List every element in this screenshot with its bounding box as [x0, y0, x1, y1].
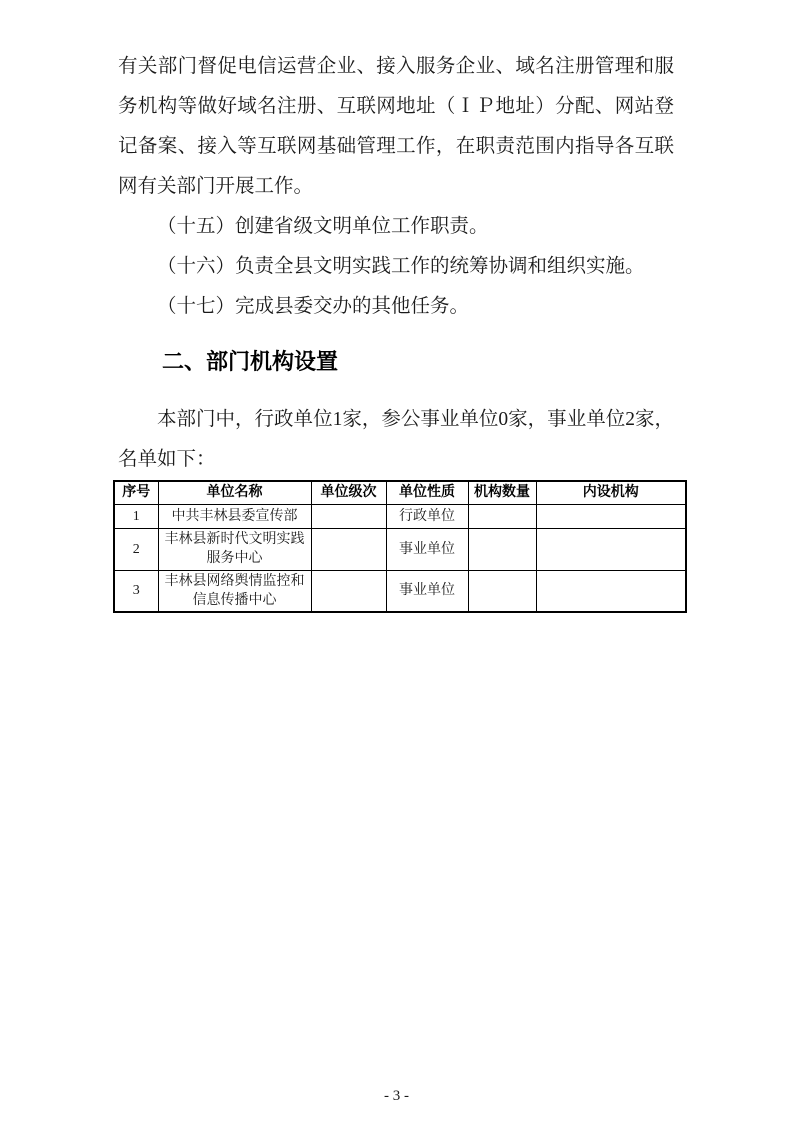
- cell-org-count: [468, 570, 536, 612]
- col-header-org-count: 机构数量: [468, 481, 536, 504]
- body-line: 记备案、接入等互联网基础管理工作，在职责范围内指导各互联: [118, 136, 674, 157]
- cell-internal-orgs: [536, 570, 686, 612]
- cell-internal-orgs: [536, 504, 686, 528]
- cell-unit-type: 事业单位: [386, 570, 468, 612]
- body-line: 本部门中，行政单位1家，参公事业单位0家，事业单位2家，: [157, 409, 674, 430]
- body-line: 网有关部门开展工作。: [118, 176, 314, 197]
- cell-unit-name: 丰林县新时代文明实践服务中心: [158, 528, 311, 570]
- cell-org-count: [468, 504, 536, 528]
- cell-unit-level: [311, 570, 386, 612]
- page-number: - 3 -: [384, 1088, 409, 1104]
- cell-seq: 3: [114, 570, 158, 612]
- cell-unit-type: 事业单位: [386, 528, 468, 570]
- col-header-unit-level: 单位级次: [311, 481, 386, 504]
- table-row: [114, 504, 686, 528]
- col-header-internal-orgs: 内设机构: [536, 481, 686, 504]
- paragraph-internet-management: [118, 47, 674, 207]
- cell-internal-orgs: [536, 528, 686, 570]
- body-line: 名单如下：: [118, 449, 216, 470]
- section-heading-org-setup: 二、部门机构设置: [162, 349, 339, 374]
- cell-unit-name: 丰林县网络舆情监控和信息传播中心: [158, 570, 311, 612]
- col-header-seq: 序号: [114, 481, 158, 504]
- cell-unit-type: 行政单位: [386, 504, 468, 528]
- col-header-unit-type: 单位性质: [386, 481, 468, 504]
- table-row: [114, 528, 686, 570]
- body-line: 有关部门督促电信运营企业、接入服务企业、域名注册管理和服: [118, 56, 674, 77]
- cell-seq: 2: [114, 528, 158, 570]
- duty-item-17: （十七）完成县委交办的其他任务。: [157, 296, 470, 317]
- body-line: 务机构等做好域名注册、互联网地址（ＩＰ地址）分配、网站登: [118, 96, 674, 117]
- document-body: [118, 47, 674, 613]
- cell-unit-name: 中共丰林县委宣传部: [158, 504, 311, 528]
- cell-unit-level: [311, 504, 386, 528]
- duty-item-15: （十五）创建省级文明单位工作职责。: [157, 216, 489, 237]
- paragraph-org-intro: [118, 400, 674, 480]
- cell-seq: 1: [114, 504, 158, 528]
- table-header-row: [114, 481, 686, 504]
- col-header-unit-name: 单位名称: [158, 481, 311, 504]
- duty-item-16: （十六）负责全县文明实践工作的统筹协调和组织实施。: [157, 256, 645, 277]
- table-row: [114, 570, 686, 612]
- cell-unit-level: [311, 528, 386, 570]
- org-units-table: [113, 480, 687, 613]
- cell-org-count: [468, 528, 536, 570]
